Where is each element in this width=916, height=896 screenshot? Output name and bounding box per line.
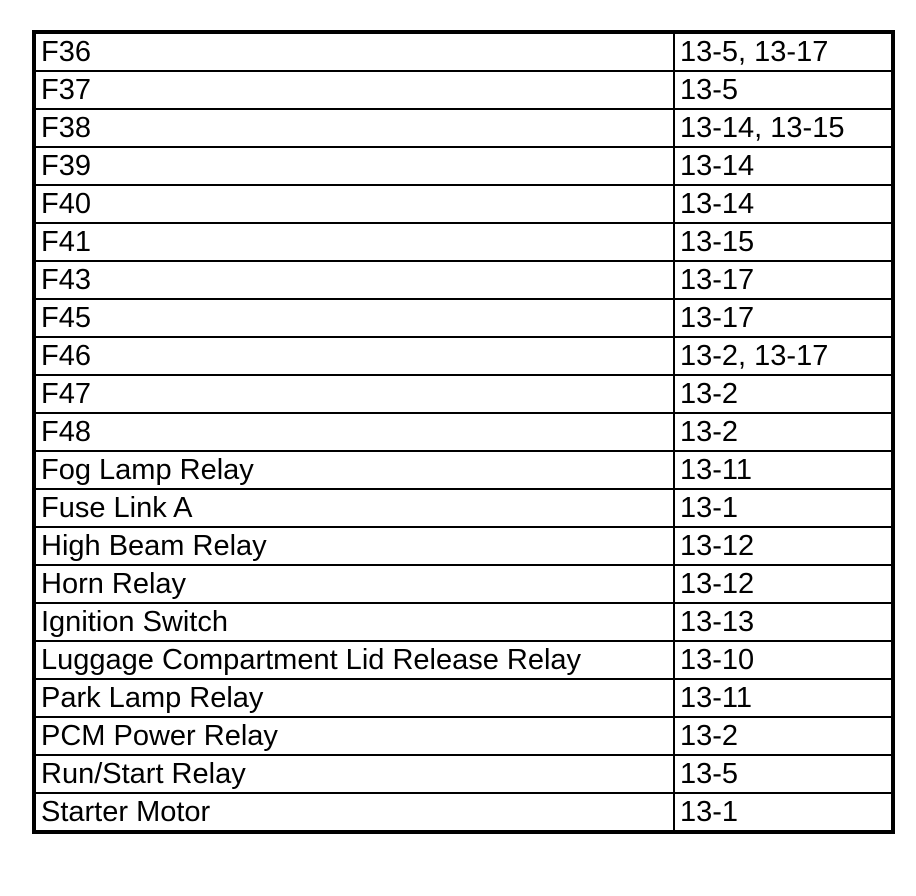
component-cell: F48 xyxy=(34,413,674,451)
table-row xyxy=(34,375,893,413)
figure-cell: 13-5 xyxy=(674,755,893,793)
table-row xyxy=(34,32,893,71)
figure-cell: 13-2 xyxy=(674,375,893,413)
component-cell: F37 xyxy=(34,71,674,109)
component-cell: Run/Start Relay xyxy=(34,755,674,793)
table-row xyxy=(34,337,893,375)
component-location-table xyxy=(32,30,895,834)
figure-cell: 13-2 xyxy=(674,413,893,451)
component-cell: Horn Relay xyxy=(34,565,674,603)
figure-cell: 13-10 xyxy=(674,641,893,679)
table-row xyxy=(34,147,893,185)
component-cell: F39 xyxy=(34,147,674,185)
component-cell: Luggage Compartment Lid Release Relay xyxy=(34,641,674,679)
table-row xyxy=(34,717,893,755)
table-row xyxy=(34,793,893,832)
table-row xyxy=(34,109,893,147)
table-row xyxy=(34,185,893,223)
figure-cell: 13-2, 13-17 xyxy=(674,337,893,375)
figure-cell: 13-14, 13-15 xyxy=(674,109,893,147)
table-row xyxy=(34,223,893,261)
figure-cell: 13-12 xyxy=(674,527,893,565)
figure-cell: 13-2 xyxy=(674,717,893,755)
component-cell: F40 xyxy=(34,185,674,223)
table-row xyxy=(34,565,893,603)
component-cell: Fog Lamp Relay xyxy=(34,451,674,489)
figure-cell: 13-11 xyxy=(674,679,893,717)
figure-cell: 13-5, 13-17 xyxy=(674,32,893,71)
component-cell: Starter Motor xyxy=(34,793,674,832)
table-row xyxy=(34,413,893,451)
component-cell: F38 xyxy=(34,109,674,147)
table-row xyxy=(34,299,893,337)
table-row xyxy=(34,755,893,793)
component-location-table-wrapper xyxy=(32,30,895,834)
table-row xyxy=(34,71,893,109)
component-cell: F36 xyxy=(34,32,674,71)
component-cell: F47 xyxy=(34,375,674,413)
component-cell: Fuse Link A xyxy=(34,489,674,527)
component-cell: F43 xyxy=(34,261,674,299)
table-row xyxy=(34,451,893,489)
table-row xyxy=(34,641,893,679)
table-row xyxy=(34,527,893,565)
figure-cell: 13-17 xyxy=(674,261,893,299)
figure-cell: 13-11 xyxy=(674,451,893,489)
table-row xyxy=(34,679,893,717)
table-row xyxy=(34,261,893,299)
component-cell: PCM Power Relay xyxy=(34,717,674,755)
component-cell: F46 xyxy=(34,337,674,375)
figure-cell: 13-12 xyxy=(674,565,893,603)
table-row xyxy=(34,489,893,527)
figure-cell: 13-14 xyxy=(674,147,893,185)
table-row xyxy=(34,603,893,641)
component-cell: Park Lamp Relay xyxy=(34,679,674,717)
figure-cell: 13-1 xyxy=(674,793,893,832)
figure-cell: 13-13 xyxy=(674,603,893,641)
figure-cell: 13-14 xyxy=(674,185,893,223)
figure-cell: 13-17 xyxy=(674,299,893,337)
component-cell: F41 xyxy=(34,223,674,261)
component-cell: F45 xyxy=(34,299,674,337)
component-cell: High Beam Relay xyxy=(34,527,674,565)
figure-cell: 13-1 xyxy=(674,489,893,527)
component-cell: Ignition Switch xyxy=(34,603,674,641)
figure-cell: 13-15 xyxy=(674,223,893,261)
figure-cell: 13-5 xyxy=(674,71,893,109)
